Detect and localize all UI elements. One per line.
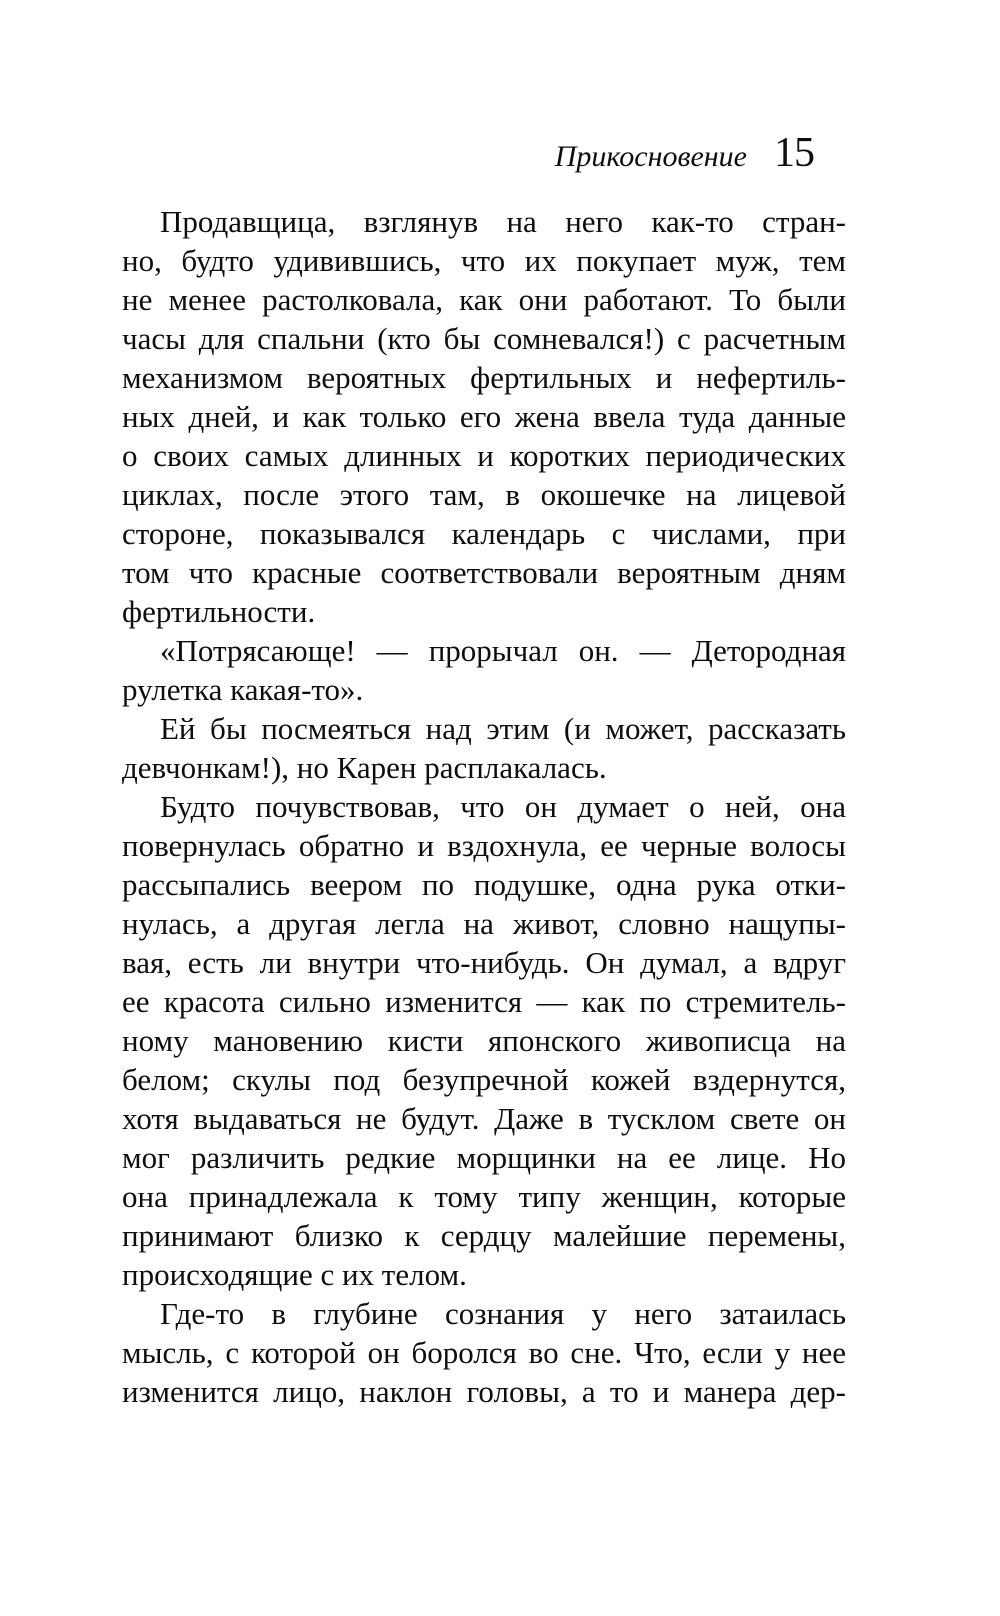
text-line: девчонкам!), но Карен расплакалась. — [122, 750, 607, 785]
text-block — [122, 202, 846, 1411]
text-line: белом; скулы под безупречной кожей вздернутся, — [122, 1062, 846, 1097]
text-line: происходящие с их телом. — [122, 1257, 467, 1292]
text-line: изменится лицо, наклон головы, а то и манера дер- — [122, 1374, 846, 1409]
text-line: «Потрясающе! — прорычал он. — Детородная — [160, 633, 846, 668]
text-line: Продавщица, взглянув на него как-то стран- — [160, 204, 846, 239]
text-line: Ей бы посмеяться над этим (и может, рассказать — [160, 711, 846, 746]
text-line: ному мановению кисти японского живописца на — [122, 1023, 846, 1058]
paragraph — [122, 709, 846, 787]
text-line: повернулась обратно и вздохнула, ее черные волосы — [122, 828, 846, 863]
text-line: фертильности. — [122, 594, 316, 629]
text-line: не менее растолковала, как они работают. То были — [122, 282, 846, 317]
page-number: 15 — [774, 130, 814, 176]
text-line: Будто почувствовав, что он думает о ней, она — [160, 789, 846, 824]
paragraph — [122, 631, 846, 709]
text-line: стороне, показывался календарь с числами, при — [122, 516, 846, 551]
text-line: Где-то в глубине сознания у него затаилась — [160, 1296, 846, 1331]
text-line: она принадлежала к тому типу женщин, которые — [122, 1179, 846, 1214]
text-line: рулетка какая-то». — [122, 672, 364, 707]
paragraph — [122, 1294, 846, 1411]
text-line: ных дней, и как только его жена ввела туда данные — [122, 399, 846, 434]
page-header — [555, 132, 814, 176]
text-line: рассыпались веером по подушке, одна рука отки- — [122, 867, 846, 902]
paragraph — [122, 787, 846, 1294]
text-line: том что красные соответствовали вероятным дням — [122, 555, 846, 590]
paragraph — [122, 202, 846, 631]
text-line: о своих самых длинных и коротких периодических — [122, 438, 846, 473]
text-line: ее красота сильно изменится — как по стремитель- — [122, 984, 846, 1019]
text-line: принимают близко к сердцу малейшие перемены, — [122, 1218, 846, 1253]
text-line: нулась, а другая легла на живот, словно нащупы- — [122, 906, 846, 941]
text-line: часы для спальни (кто бы сомневался!) с расчетным — [122, 321, 846, 356]
text-line: мог различить редкие морщинки на ее лице. Но — [122, 1140, 846, 1175]
running-title: Прикосновение — [554, 140, 747, 173]
text-line: циклах, после этого там, в окошечке на лицевой — [122, 477, 846, 512]
text-line: вая, есть ли внутри что-нибудь. Он думал, а вдруг — [122, 945, 846, 980]
text-line: хотя выдаваться не будут. Даже в тусклом свете он — [122, 1101, 846, 1136]
text-line: механизмом вероятных фертильных и нефертиль- — [122, 360, 846, 395]
text-line: но, будто удивившись, что их покупает муж, тем — [122, 243, 846, 278]
text-line: мысль, с которой он боролся во сне. Что, если у нее — [122, 1335, 846, 1370]
